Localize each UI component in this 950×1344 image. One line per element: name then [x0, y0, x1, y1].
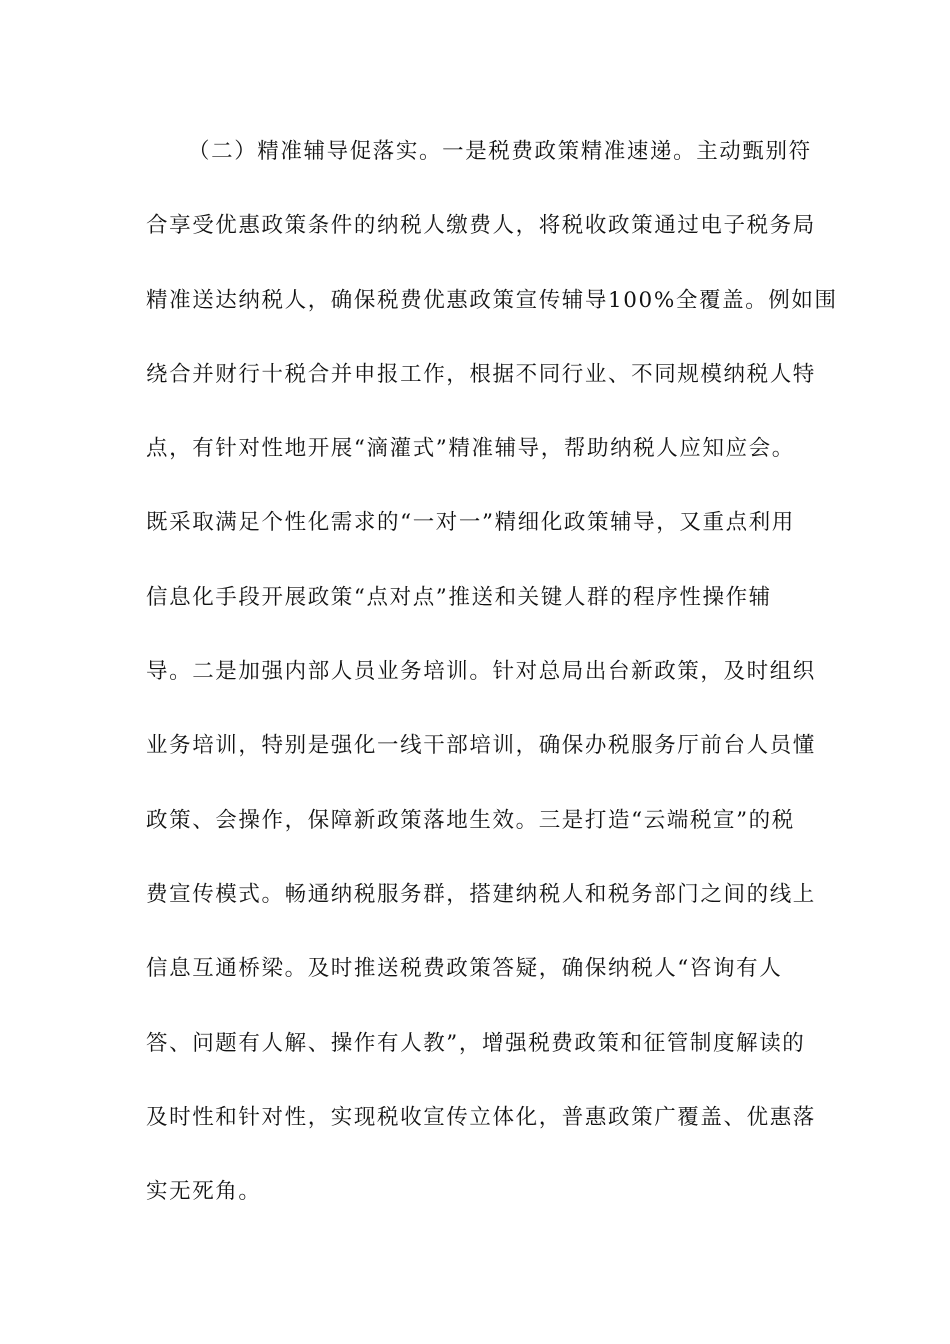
- text-line: 合享受优惠政策条件的纳税人缴费人，将税收政策通过电子税务局: [146, 213, 816, 239]
- text-line: 信息互通桥梁。及时推送税费政策答疑，确保纳税人“咨询有人: [146, 956, 783, 982]
- text-line: 实无死角。: [146, 1179, 262, 1205]
- text-line: 绕合并财行十税合并申报工作，根据不同行业、不同规模纳税人特: [146, 361, 816, 387]
- text-line: 导。二是加强内部人员业务培训。针对总局出台新政策，及时组织: [146, 659, 816, 685]
- text-line: 既采取满足个性化需求的“一对一”精细化政策辅导，又重点利用: [146, 510, 795, 536]
- text-line: 答、问题有人解、操作有人教”，增强税费政策和征管制度解读的: [146, 1030, 806, 1056]
- text-line: 信息化手段开展政策“点对点”推送和关键人群的程序性操作辅: [146, 584, 772, 610]
- text-line: 点，有针对性地开展“滴灌式”精准辅导，帮助纳税人应知应会。: [146, 436, 795, 462]
- text-line: 费宣传模式。畅通纳税服务群，搭建纳税人和税务部门之间的线上: [146, 881, 816, 907]
- text-line: 精准送达纳税人，确保税费优惠政策宣传辅导100%全覆盖。例如围: [146, 287, 838, 313]
- text-line: 及时性和针对性，实现税收宣传立体化，普惠政策广覆盖、优惠落: [146, 1104, 816, 1130]
- body-paragraph: [146, 132, 838, 1246]
- text-line: 业务培训，特别是强化一线干部培训，确保办税服务厅前台人员懂: [146, 733, 816, 759]
- text-line: （二）精准辅导促落实。一是税费政策精准速递。主动甄别符: [188, 139, 812, 164]
- text-line: 政策、会操作，保障新政策落地生效。三是打造“云端税宣”的税: [146, 807, 795, 833]
